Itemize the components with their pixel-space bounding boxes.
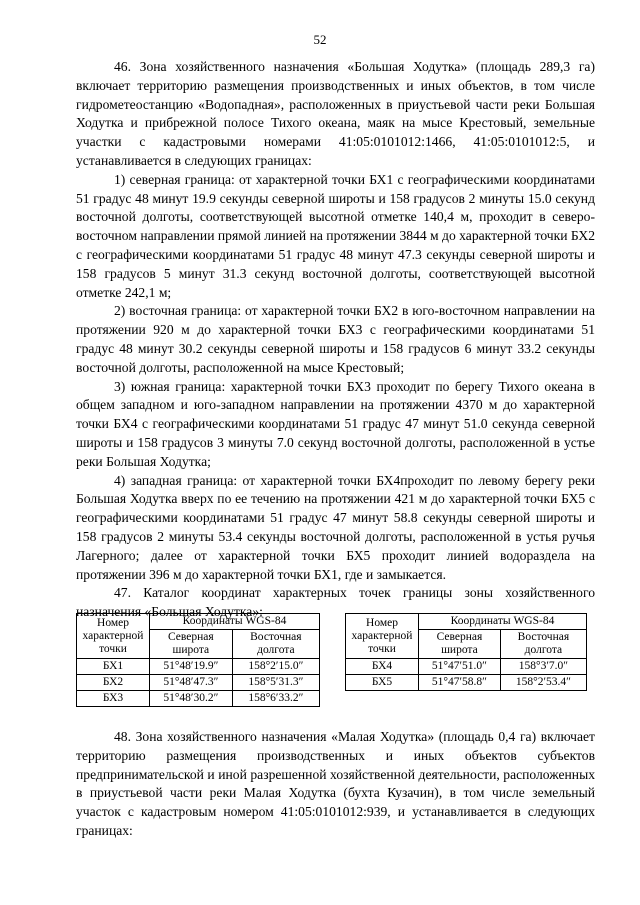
point-id: БХ5 [346, 675, 419, 691]
latitude-cell: 51°47′51.0″ [419, 659, 501, 675]
zone-48-section [76, 728, 595, 841]
header-point-number: Номер характерной точки [346, 614, 419, 659]
east-boundary: 2) восточная граница: от характерной точки БХ2 в юго-восточном направлении на протяжении 920 м до характерной точки БХ3 с географическими координатами 51 градус 48 минут 30.2 секунды северной широты и 158 градусов 6 минут 33.2 секунды восточной долготы, расположенной на мысе Крестовый; [76, 303, 595, 375]
longitude-cell: 158°3′7.0″ [500, 659, 586, 675]
point-id: БХ1 [77, 659, 150, 675]
table-row [77, 659, 320, 675]
table-row [77, 691, 320, 707]
zone-47-text: 47. Каталог координат характерных точек границы зоны хозяйственного назначения «Большая Ходутка»: [76, 585, 595, 620]
zone-46-intro: 46. Зона хозяйственного назначения «Большая Ходутка» (площадь 289,3 га) включает территорию размещения производственных и иных объектов, в том числе гидрометеостанцию «Водопадная», расположенных в приустьевой части реки Большая Ходутка и прибрежной полосе Тихого океана, маяк на мысе Крестовый, земельные участки с кадастровыми номерами 41:05:0101012:1466, 41:05:0101012:5, и устанавливается в следующих границах: [76, 59, 595, 168]
zone-46-section [76, 58, 595, 622]
latitude-cell: 51°48′47.3″ [150, 675, 233, 691]
header-east-longitude: Восточная долгота [232, 630, 319, 659]
table-row [346, 659, 587, 675]
west-boundary: 4) западная граница: от характерной точки БХ4проходит по левому берегу реки Большая Ходутка вверх по ее течению на протяжении 421 м до характерной точки БХ5 с географическими координатами 51 градус 47 минут 58.8 секунды северной широты и 158 градусов 2 минуты 53.4 секунды восточной долготы, расположенной в устья ручья Лагерного; далее от характерной точки БХ5 проходит линией водораздела на протяжении 396 м до характерной точки БХ1, где и замыкается. [76, 472, 595, 582]
header-east-longitude: Восточная долгота [500, 630, 586, 659]
table-row [77, 675, 320, 691]
north-boundary: 1) северная граница: от характерной точки БХ1 с географическими координатами 51 градус 48 минут 19.9 секунды северной широты и 158 градусов 2 минуты 15.0 секунд восточной долготы, соответствующей высотной отметке 140,4 м, проходит в северо-восточном направлении прямой линией на протяжении 3844 м до характерной точки БХ2 с географическими координатами 51 градус 48 минут 47.3 секунды северной широты и 158 градусов 5 минут 31.3 секунд восточной долготы, соответствующей высотной отметке 242,1 м; [76, 171, 595, 300]
zone-48-text: 48. Зона хозяйственного назначения «Малая Ходутка» (площадь 0,4 га) включает территорию размещения производственных и иных объектов субъектов предпринимательской и иной разрешенной хозяйственной деятельности, расположенных в приустьевой части реки Малая Ходутка (бухта Кузачин), в том числе земельный участок с кадастровым номером 41:05:0101012:939, и устанавливается в следующих границах: [76, 729, 595, 838]
latitude-cell: 51°48′19.9″ [150, 659, 233, 675]
header-north-latitude: Северная широта [419, 630, 501, 659]
point-id: БХ4 [346, 659, 419, 675]
header-north-latitude: Северная широта [150, 630, 233, 659]
header-coordinates: Координаты WGS-84 [150, 614, 320, 630]
point-id: БХ3 [77, 691, 150, 707]
coordinate-tables [76, 613, 595, 713]
header-coordinates: Координаты WGS-84 [419, 614, 587, 630]
longitude-cell: 158°5′31.3″ [232, 675, 319, 691]
latitude-cell: 51°47′58.8″ [419, 675, 501, 691]
longitude-cell: 158°6′33.2″ [232, 691, 319, 707]
south-boundary: 3) южная граница: характерной точки БХ3 проходит по берегу Тихого океана в общем западном и юго-западном направлении на протяжении 4370 м до характерной точки БХ4 с географическими координатами 51 градус 47 минут 51.0 секунда северной широты и 158 градусов 3 минуты 7.0 секунд восточной долготы, расположенной в устье реки Большая Ходутка; [76, 378, 595, 469]
latitude-cell: 51°48′30.2″ [150, 691, 233, 707]
longitude-cell: 158°2′53.4″ [500, 675, 586, 691]
coordinate-table-right [345, 613, 587, 691]
coordinate-table-left [76, 613, 320, 707]
header-point-number: Номер характерной точки [77, 614, 150, 659]
point-id: БХ2 [77, 675, 150, 691]
table-row [346, 675, 587, 691]
page-number: 52 [313, 32, 327, 47]
longitude-cell: 158°2′15.0″ [232, 659, 319, 675]
